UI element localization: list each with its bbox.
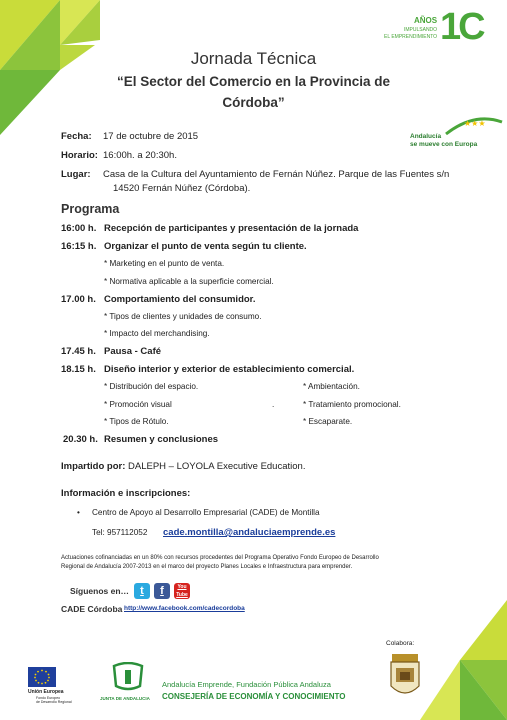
horario-value: 16:00h. a 20:30h.: [103, 150, 177, 161]
schedule-subitem: * Tipos de Rótulo.: [104, 417, 169, 426]
page-subtitle: [0, 71, 507, 113]
info-bullet: •: [77, 508, 80, 517]
impartido-line: [61, 461, 305, 472]
ae-line1: Andalucía Emprende, Fundación Pública Andaluza: [162, 680, 331, 689]
fecha-label: Fecha:: [61, 131, 92, 142]
schedule-subitem: * Escaparate.: [303, 417, 353, 426]
stars-icon: [444, 114, 504, 136]
ae-line2: CONSEJERÍA DE ECONOMÍA Y CONOCIMIENTO: [162, 692, 346, 701]
fecha-value: 17 de octubre de 2015: [103, 131, 199, 142]
svg-text:★★★: ★★★: [464, 119, 486, 128]
schedule-time: 16:15 h.: [61, 241, 97, 252]
andalucia-logo-line1: Andalucía: [410, 133, 442, 140]
schedule-subitem: * Tipos de clientes y unidades de consumo.: [104, 312, 262, 321]
junta-emblem-icon: [110, 662, 146, 692]
lugar-line2: 14520 Fernán Núñez (Córdoba).: [113, 183, 251, 194]
lugar-label: Lugar:: [61, 169, 91, 180]
badge-years-word: AÑOS: [414, 16, 438, 25]
schedule-subitem: * Marketing en el punto de venta.: [104, 259, 225, 268]
andalucia-europa-logo: [410, 114, 500, 150]
info-tel: Tel: 957112052: [92, 528, 148, 537]
junta-label: JUNTA DE ANDALUCIA: [100, 696, 150, 701]
schedule-time: 20.30 h.: [63, 434, 98, 445]
coat-of-arms-icon: [388, 652, 422, 707]
schedule-time: 16:00 h.: [61, 223, 97, 234]
cofinance-line1: Actuaciones cofinanciadas en un 80% con recursos procedentes del Programa Operativo Fondo Europeo de Desarrollo: [61, 555, 379, 561]
schedule-time: 18.15 h.: [61, 364, 96, 375]
colabora-label: Colabora:: [386, 640, 415, 647]
cofinance-text: [61, 554, 379, 572]
email-link[interactable]: cade.montilla@andaluciaemprende.es: [163, 527, 336, 538]
facebook-icon[interactable]: f: [154, 583, 170, 599]
schedule-subitem: * Normativa aplicable a la superficie comercial.: [104, 277, 274, 286]
junta-logo: [100, 662, 156, 712]
social-label: Síguenos en…: [70, 586, 130, 596]
schedule-item: Organizar el punto de venta según tu cliente.: [104, 241, 307, 252]
schedule-item: Recepción de participantes y presentación de la jornada: [104, 223, 359, 234]
schedule-subitem: * Impacto del merchandising.: [104, 329, 210, 338]
badge-line1: IMPULSANDO: [404, 27, 438, 33]
eu-logo: [28, 667, 78, 715]
eu-flag-icon: [28, 667, 56, 687]
eu-line2: Fondo Europeo: [36, 696, 61, 700]
schedule-item: Pausa - Café: [104, 346, 162, 357]
andalucia-logo-line2: se mueve con Europa: [410, 141, 478, 148]
lugar-line1: Casa de la Cultura del Ayuntamiento de Fernán Núñez. Parque de las Fuentes s/n: [103, 169, 450, 180]
cade-cordoba-label: CADE Córdoba: [61, 604, 123, 614]
schedule-subitem: * Promoción visual: [104, 400, 172, 409]
schedule-time: 17.45 h.: [61, 346, 96, 357]
schedule-item: Resumen y conclusiones: [104, 434, 219, 445]
badge-number: 1C: [440, 6, 483, 48]
schedule-subitem: * Ambientación.: [303, 382, 360, 391]
schedule-subitem: * Tratamiento promocional.: [303, 400, 401, 409]
impartido-label: Impartido por:: [61, 461, 126, 472]
schedule-item: Diseño interior y exterior de establecimiento comercial.: [104, 364, 355, 375]
horario-label: Horario:: [61, 150, 98, 161]
eu-line1: Unión Europea: [28, 689, 64, 695]
badge-line2: EL EMPRENDIMIENTO: [384, 34, 438, 40]
schedule-dot: .: [272, 400, 275, 409]
youtube-icon[interactable]: You Tube: [174, 583, 190, 599]
eu-line3: de Desarrollo Regional: [36, 700, 72, 704]
subtitle-line1: “El Sector del Comercio en la Provincia de: [116, 74, 391, 89]
schedule-subitem: * Distribución del espacio.: [104, 382, 199, 391]
anniversary-badge: [378, 6, 488, 52]
facebook-url-link[interactable]: http://www.facebook.com/cadecordoba: [124, 605, 245, 612]
impartido-value: DALEPH – LOYOLA Executive Education.: [128, 461, 306, 472]
subtitle-line2: Córdoba”: [222, 95, 285, 110]
page-title: Jornada Técnica: [190, 49, 317, 68]
info-heading: Información e inscripciones:: [61, 488, 191, 499]
schedule-time: 17.00 h.: [61, 294, 96, 305]
twitter-icon[interactable]: t: [134, 583, 150, 599]
schedule-item: Comportamiento del consumidor.: [104, 294, 256, 305]
info-center: Centro de Apoyo al Desarrollo Empresarial (CADE) de Montilla: [92, 508, 320, 517]
cofinance-line2: Regional de Andalucía 2007-2013 en el marco del proyecto Planes Locales e Infraestructura para emprender.: [61, 564, 353, 570]
programa-heading: Programa: [61, 202, 120, 216]
